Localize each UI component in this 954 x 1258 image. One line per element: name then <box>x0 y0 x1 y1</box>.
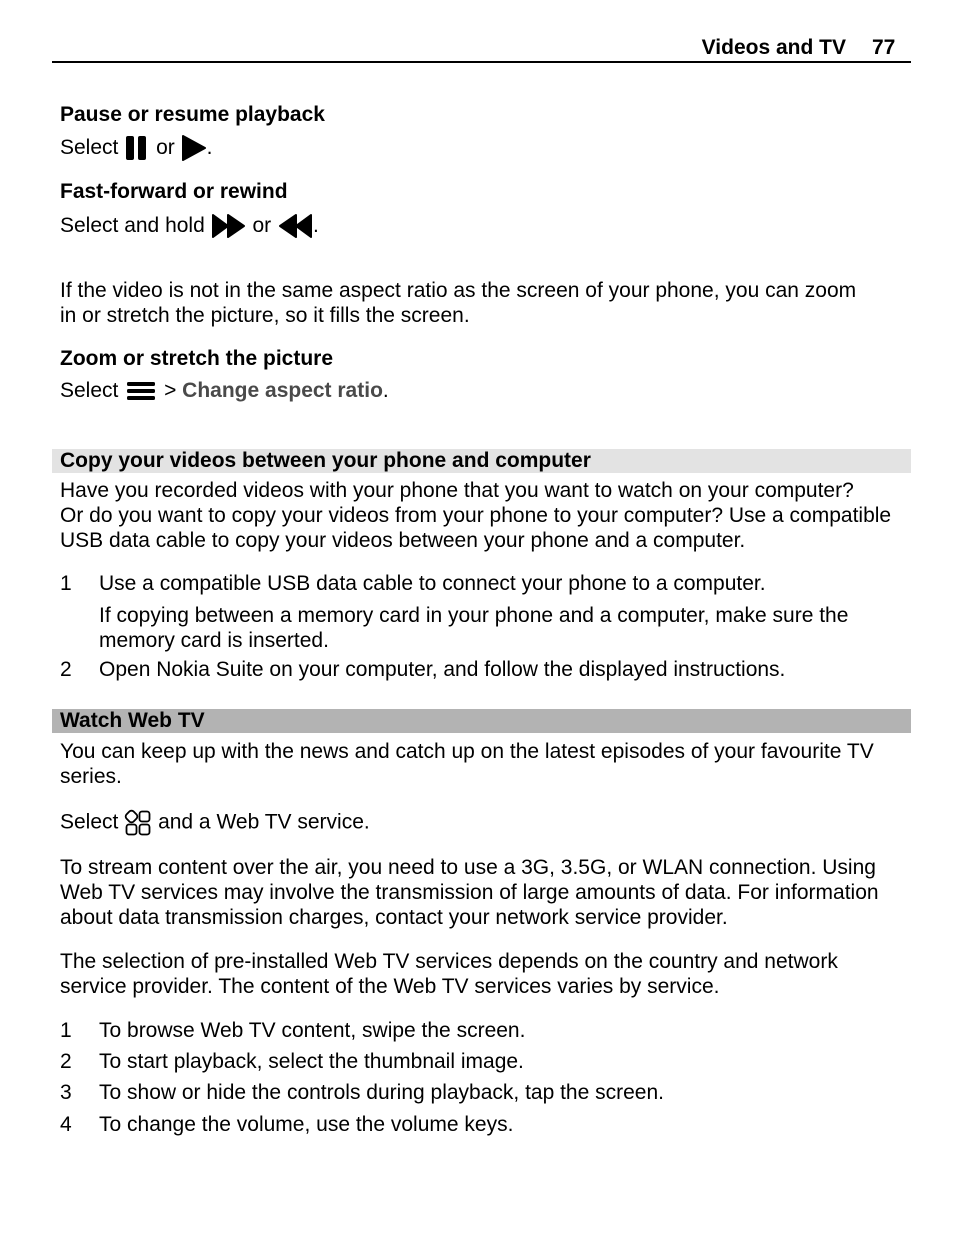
webtv-step-text: To start playback, select the thumbnail image. <box>99 1050 524 1073</box>
webtv-select-rest: and a Web TV service. <box>158 810 370 834</box>
webtv-stream-line-2: Web TV services may involve the transmission of large amounts of data. For information <box>60 881 879 904</box>
ffwd-or-text: or <box>252 214 272 237</box>
header-rule <box>52 61 911 63</box>
webtv-step-number: 4 <box>60 1113 72 1136</box>
pause-instruction <box>60 135 212 161</box>
webtv-step-number: 2 <box>60 1050 72 1073</box>
webtv-step-text: To change the volume, use the volume keys. <box>99 1113 514 1136</box>
webtv-step-number: 3 <box>60 1081 72 1104</box>
copy-step-number: 1 <box>60 572 72 595</box>
page-number: 77 <box>872 36 896 59</box>
zoom-end: . <box>382 379 389 402</box>
play-icon <box>181 135 207 161</box>
copy-intro-line-2: Or do you want to copy your videos from your phone to your computer? Use a compatible <box>60 504 892 527</box>
copy-section-heading: Copy your videos between your phone and computer <box>60 449 591 472</box>
change-aspect-ratio-menu-item: Change aspect ratio <box>182 379 383 402</box>
webtv-step-text: To browse Web TV content, swipe the screen. <box>99 1019 526 1042</box>
menu-icon <box>124 379 158 403</box>
webtv-intro-line-2: series. <box>60 765 122 788</box>
copy-intro-line-3: USB data cable to copy your videos between your phone and a computer. <box>60 529 746 552</box>
webtv-step-text: To show or hide the controls during playback, tap the screen. <box>99 1081 664 1104</box>
webtv-intro-line-1: You can keep up with the news and catch up on the latest episodes of your favourite TV <box>60 740 874 763</box>
copy-note-line-2: memory card is inserted. <box>99 629 329 652</box>
aspect-line-1: If the video is not in the same aspect ratio as the screen of your phone, you can zoom <box>60 279 857 302</box>
webtv-step-number: 1 <box>60 1019 72 1042</box>
webtv-intro-paragraph <box>60 739 905 789</box>
webtv-stream-line-3: about data transmission charges, contact your network service provider. <box>60 906 728 929</box>
aspect-paragraph <box>60 278 905 328</box>
fast-forward-icon <box>211 213 247 239</box>
webtv-selection-paragraph <box>60 949 905 999</box>
webtv-selection-line-2: service provider. The content of the Web TV services varies by service. <box>60 975 720 998</box>
zoom-heading: Zoom or stretch the picture <box>60 347 334 370</box>
pause-icon <box>124 135 150 161</box>
webtv-selection-line-1: The selection of pre-installed Web TV services depends on the country and network <box>60 950 838 973</box>
copy-step-text: Use a compatible USB data cable to connect your phone to a computer. <box>99 572 766 595</box>
webtv-select-instruction <box>60 809 370 837</box>
running-header-title: Videos and TV <box>701 36 846 59</box>
ffwd-instruction <box>60 213 319 239</box>
webtv-stream-paragraph <box>60 855 905 930</box>
webtv-section-heading: Watch Web TV <box>60 709 205 732</box>
zoom-select-text: Select <box>60 379 119 402</box>
copy-intro-line-1: Have you recorded videos with your phone that you want to watch on your computer? <box>60 479 854 502</box>
zoom-gt: > <box>164 379 177 402</box>
copy-intro-paragraph <box>60 478 905 553</box>
ffwd-select-text: Select and hold <box>60 214 205 237</box>
ffwd-end: . <box>313 214 319 237</box>
rewind-icon <box>277 213 313 239</box>
pause-heading: Pause or resume playback <box>60 103 325 126</box>
copy-step-note <box>99 603 848 653</box>
ffwd-heading: Fast-forward or rewind <box>60 180 288 203</box>
aspect-line-2: in or stretch the picture, so it fills the screen. <box>60 304 470 327</box>
copy-step-number: 2 <box>60 658 72 681</box>
zoom-instruction <box>60 378 389 403</box>
webtv-select-text: Select <box>60 810 119 834</box>
copy-step-text: Open Nokia Suite on your computer, and follow the displayed instructions. <box>99 658 786 681</box>
pause-or-text: or <box>156 136 175 159</box>
copy-note-line-1: If copying between a memory card in your phone and a computer, make sure the <box>99 604 849 627</box>
webtv-stream-line-1: To stream content over the air, you need to use a 3G, 3.5G, or WLAN connection. Using <box>60 856 876 879</box>
pause-select-text: Select <box>60 136 119 159</box>
pause-end: . <box>206 136 213 159</box>
applications-icon <box>124 809 152 837</box>
